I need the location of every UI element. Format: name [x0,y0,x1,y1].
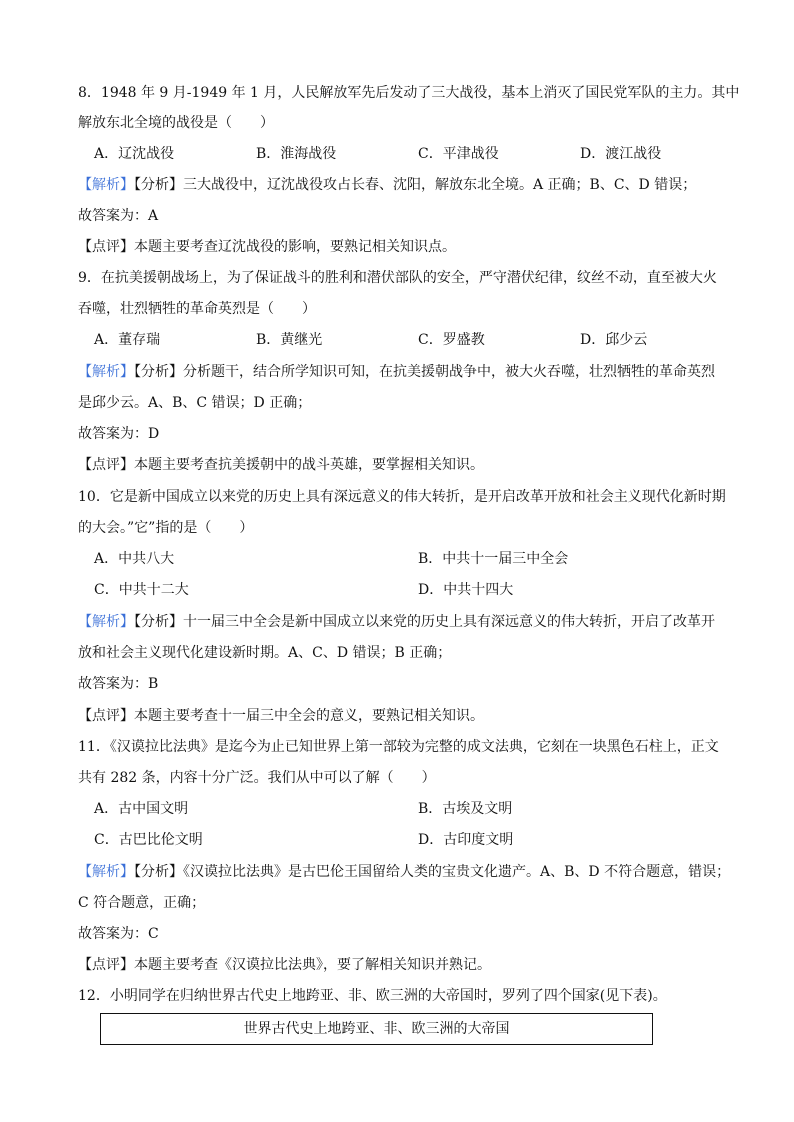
q9-option-c: C．罗盛教 [418,332,485,348]
q10-stem-line1: 10．它是新中国成立以来党的历史上具有深远意义的伟大转折，是开启改革开放和社会主义现代化新时期 [78,489,726,505]
q11-option-c: C．古巴比伦文明 [94,832,203,848]
q11-option-b: B．古埃及文明 [418,801,513,817]
q10-stem-line2: 的大会。”它”指的是（ ） [78,520,254,536]
q10-analysis-line2: 放和社会主义现代化建设新时期。A、C、D 错误；B 正确； [78,645,452,661]
q11-stem-line1: 11．《汉谟拉比法典》是迄今为止已知世界上第一部较为完整的成文法典，它刻在一块黑色石柱上，正文 [78,739,719,755]
analysis-tag: 【解析】 [78,177,134,193]
q11-stem-line2: 共有 282 条，内容十分广泛。我们从中可以了解（ ） [78,770,436,786]
analysis-tag: 【解析】 [78,614,134,630]
q11-option-d: D．古印度文明 [418,832,514,848]
q9-stem-line2: 吞噬，壮烈牺牲的革命英烈是（ ） [78,301,316,317]
q9-option-d: D．邱少云 [580,332,648,348]
analysis-text: 【分析】分析题干，结合所学知识可知，在抗美援朝战争中，被大火吞噬，壮烈牺牲的革命英烈 [134,364,715,380]
q8-answer: 故答案为：A [78,208,159,224]
q12-stem-line1: 12．小明同学在归纳世界古代史上地跨亚、非、欧三洲的大帝国时，罗列了四个国家(见下表)。 [78,988,667,1004]
q10-option-b: B．中共十一届三中全会 [418,551,569,567]
q8-option-a: A．辽沈战役 [94,146,175,162]
q11-option-a: A．古中国文明 [94,801,189,817]
q8-option-d: D．渡江战役 [580,146,662,162]
q8-analysis [78,175,696,195]
q11-analysis [78,862,730,882]
q10-comment: 【点评】本题主要考查十一届三中全会的意义，要熟记相关知识。 [78,708,484,724]
q9-option-b: B．黄继光 [256,332,323,348]
q10-analysis [78,612,715,632]
analysis-text: 【分析】三大战役中，辽沈战役攻占长春、沈阳，解放东北全境。A 正确；B、C、D 错误； [134,177,697,193]
q9-analysis [78,362,715,382]
q8-stem-line2: 解放东北全境的战役是（ ） [78,115,274,131]
analysis-text: 【分析】《汉谟拉比法典》是古巴伦王国留给人类的宝贵文化遗产。A、B、D 不符合题意，错误； [134,864,731,880]
q10-answer: 故答案为：B [78,676,159,692]
q9-comment: 【点评】本题主要考查抗美援朝中的战斗英雄，要掌握相关知识。 [78,457,484,473]
q9-option-a: A．董存瑞 [94,332,161,348]
q8-option-b: B．淮海战役 [256,146,337,162]
analysis-text: 【分析】十一届三中全会是新中国成立以来党的历史上具有深远意义的伟大转折，开启了改革开 [134,614,715,630]
q8-stem-line1: 8．1948 年 9 月-1949 年 1 月，人民解放军先后发动了三大战役，基本上消灭了国民党军队的主力。其中 [78,85,740,101]
q8-option-c: C．平津战役 [418,146,499,162]
q10-option-d: D．中共十四大 [418,582,514,598]
q12-table-header: 世界古代史上地跨亚、非、欧三洲的大帝国 [100,1013,653,1045]
q9-analysis-line2: 是邱少云。A、B、C 错误；D 正确； [78,395,312,411]
analysis-tag: 【解析】 [78,364,134,380]
q9-stem-line1: 9．在抗美援朝战场上，为了保证战斗的胜利和潜伏部队的安全，严守潜伏纪律，纹丝不动，直至被大火 [78,270,717,286]
q11-comment: 【点评】本题主要考查《汉谟拉比法典》，要了解相关知识并熟记。 [78,957,491,973]
analysis-tag: 【解析】 [78,864,134,880]
q10-option-c: C．中共十二大 [94,582,189,598]
q11-analysis-line2: C 符合题意，正确； [78,895,206,911]
q9-answer: 故答案为：D [78,426,160,442]
q10-option-a: A．中共八大 [94,551,175,567]
q11-answer: 故答案为：C [78,926,159,942]
q8-comment: 【点评】本题主要考查辽沈战役的影响，要熟记相关知识点。 [78,239,456,255]
